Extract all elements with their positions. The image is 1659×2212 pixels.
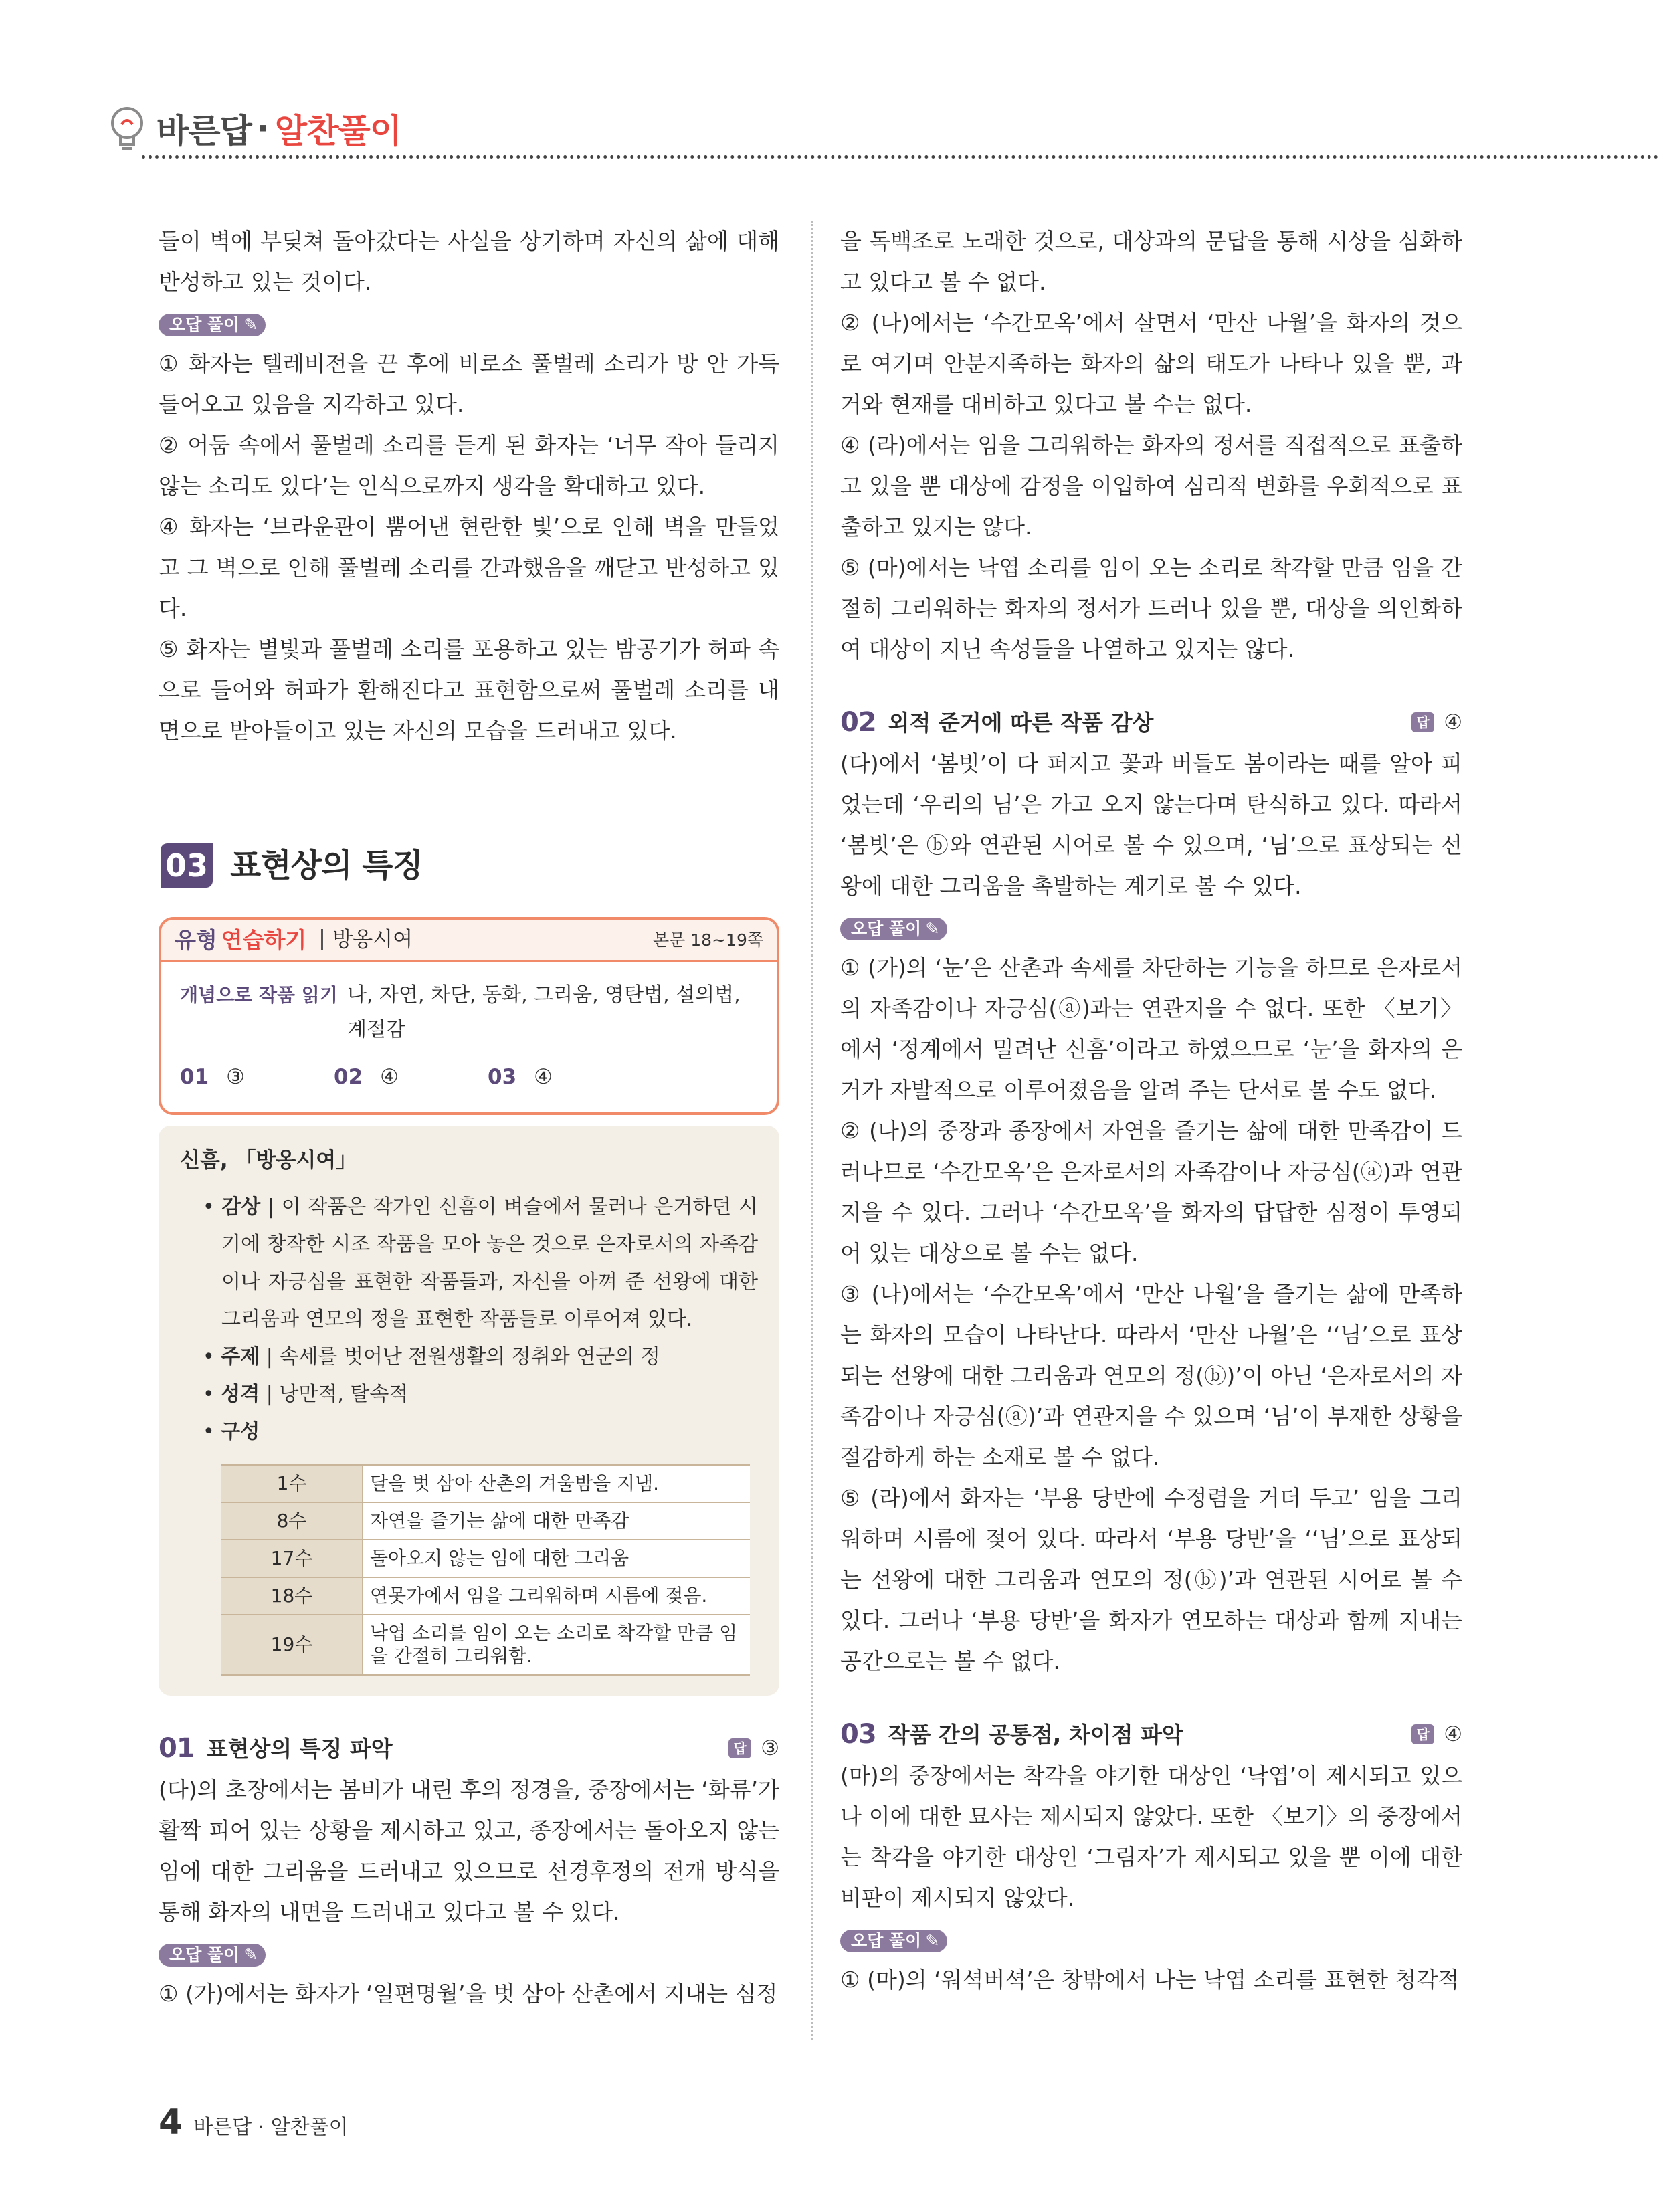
answer-value: ④ bbox=[534, 1065, 553, 1089]
pen-icon: ✎ bbox=[925, 919, 940, 938]
wrong-answer-item: ② (나)에서는 ‘수간모옥’에서 살면서 ‘만산 나월’을 화자의 것으로 여기며 안분지족하는 화자의 삶의 태도가 나타나 있을 뿐, 과거와 현재를 대비하고 있다고 볼 수는 없다. bbox=[840, 310, 1462, 417]
wrong-answer-badge: 오답 풀이 ✎ bbox=[159, 1944, 266, 1967]
answer-value: ③ bbox=[226, 1065, 245, 1089]
concept-value: 나, 자연, 차단, 동화, 그리움, 영탄법, 설의법, 계절감 bbox=[347, 983, 741, 1041]
concept-label: 개념으로 작품 읽기 bbox=[180, 984, 338, 1006]
pen-icon: ✎ bbox=[243, 315, 258, 334]
intro-paragraph: 들이 벽에 부딪쳐 돌아갔다는 사실을 상기하며 자신의 삶에 대해 반성하고 있는 것이다. bbox=[159, 228, 779, 295]
header-title-left: 바른답 bbox=[157, 112, 252, 150]
pen-icon: ✎ bbox=[925, 1931, 940, 1950]
answer-icon: 답 bbox=[728, 1738, 751, 1758]
wrong-answer-item: ④ 화자는 ‘브라운관이 뿜어낸 현란한 빛’으로 인해 벽을 만들었고 그 벽으로 인해 풀벌레 소리를 간과했음을 깨닫고 반성하고 있다. bbox=[159, 514, 779, 621]
question-number: 01 bbox=[159, 1732, 195, 1764]
wrong-answer-item: ④ (라)에서는 임을 그리워하는 화자의 정서를 직접적으로 표출하고 있을 뿐 대상에 감정을 이입하여 심리적 변화를 우회적으로 표출하고 있지는 않다. bbox=[840, 432, 1462, 540]
question-title: 작품 간의 공통점, 차이점 파악 bbox=[888, 1721, 1183, 1748]
wrong-answer-badge: 오답 풀이 ✎ bbox=[840, 918, 947, 940]
answer-indicator: 답 ④ bbox=[1411, 702, 1462, 743]
explanation-paragraph: (다)에서 ‘봄빗’이 다 퍼지고 꽃과 버들도 봄이라는 때를 알아 피었는데 ‘우리의 님’은 가고 오지 않는다며 탄식하고 있다. 따라서 ‘봄빗’은 ⓑ와 연관된 시어로 볼 수 있으며, ‘님’으로 표상되는 선왕에 대한 그리움을 촉발하는 계기로 볼 수 있다. bbox=[840, 750, 1462, 899]
explanation-paragraph: (마)의 중장에서는 착각을 야기한 대상인 ‘낙엽’이 제시되고 있으나 이에 대한 묘사는 제시되지 않았다. 또한 〈보기〉의 중장에서는 착각을 야기한 대상인 ‘그림자’가 제시되고 있을 뿐 이에 대한 비판이 제시되지 않았다. bbox=[840, 1763, 1462, 1911]
wrong-answer-item: ⑤ (라)에서 화자는 ‘부용 당반에 수정렴을 거더 두고’ 임을 그리워하며 시름에 젖어 있다. 따라서 ‘부용 당반’을 ‘‘님’으로 표상되는 선왕에 대한 그리움과 연모의 정(ⓑ)’과 연관된 시어로 볼 수 있다. 그러나 ‘부용 당반’을 화자가 연모하는 대상과 함께 지내는 공간으로는 볼 수 없다. bbox=[840, 1485, 1462, 1674]
question-number: 03 bbox=[840, 1718, 876, 1750]
work-info-title: 신흠, 「방옹시여」 bbox=[180, 1148, 357, 1173]
table-row: 8수 자연을 즐기는 삶에 대한 만족감 bbox=[221, 1502, 750, 1540]
page-header bbox=[107, 102, 401, 155]
practice-tag: 유형 bbox=[175, 926, 217, 953]
wrong-answer-item: ① (가)에서는 화자가 ‘일편명월’을 벗 삼아 산촌에서 지내는 심정 bbox=[159, 1981, 778, 2007]
table-row: 19수 낙엽 소리를 임이 오는 소리로 착각할 만큼 임을 간절히 그리워함. bbox=[221, 1615, 750, 1675]
section-title: 표현상의 특징 bbox=[230, 846, 423, 884]
question-title: 표현상의 특징 파악 bbox=[206, 1735, 393, 1762]
question-number: 02 bbox=[840, 706, 876, 738]
practice-page-ref: 본문 18~19쪽 bbox=[653, 930, 763, 950]
wrong-answer-item: ⑤ 화자는 별빛과 풀벌레 소리를 포용하고 있는 밤공기가 허파 속으로 들어와 허파가 환해진다고 표현함으로써 풀벌레 소리를 내면으로 받아들이고 있는 자신의 모습을 드러내고 있다. bbox=[159, 636, 779, 744]
work-info-box bbox=[159, 1126, 779, 1696]
header-title-right: 알찬풀이 bbox=[274, 112, 402, 150]
info-item: • 성격 | 낭만적, 탈속적 bbox=[203, 1383, 409, 1406]
wrong-answer-item: ① (마)의 ‘워셕버셕’은 창밖에서 나는 낙엽 소리를 표현한 청각적 bbox=[840, 1967, 1460, 1993]
answer-indicator: 답 ④ bbox=[1411, 1714, 1462, 1755]
header-rule bbox=[142, 155, 1659, 159]
practice-box-header bbox=[161, 920, 777, 962]
table-row: 1수 달을 벗 삼아 산촌의 겨울밤을 지냄. bbox=[221, 1465, 750, 1502]
wrong-answer-item: ① 화자는 텔레비전을 끈 후에 비로소 풀벌레 소리가 방 안 가득 들어오고 있음을 지각하고 있다. bbox=[159, 350, 779, 417]
lightbulb-icon bbox=[107, 104, 147, 153]
wrong-answer-item: ② 어둠 속에서 풀벌레 소리를 듣게 된 화자는 ‘너무 작아 들리지 않는 소리도 있다’는 인식으로까지 생각을 확대하고 있다. bbox=[159, 432, 779, 499]
wrong-answer-item: ⑤ (마)에서는 낙엽 소리를 임이 오는 소리로 착각할 만큼 임을 간절히 그리워하는 화자의 정서가 드러나 있을 뿐, 대상을 의인화하여 대상이 지닌 속성들을 나열하고 있지는 않다. bbox=[840, 555, 1462, 662]
wrong-answer-item: ② (나)의 중장과 종장에서 자연을 즐기는 삶에 대한 만족감이 드러나므로 ‘수간모옥’은 은자로서의 자족감이나 자긍심(ⓐ)과 연관지을 수 있다. 그러나 ‘수간모옥’을 화자의 답답한 심정이 투영되어 있는 대상으로 볼 수는 없다. bbox=[840, 1118, 1462, 1266]
structure-table bbox=[221, 1464, 750, 1676]
page-footer bbox=[159, 2102, 349, 2142]
question-heading bbox=[840, 702, 1462, 743]
answer-value: ④ bbox=[380, 1065, 399, 1089]
wrong-answer-badge: 오답 풀이 ✎ bbox=[159, 314, 266, 336]
left-column bbox=[159, 221, 779, 2014]
question-heading bbox=[840, 1714, 1462, 1755]
practice-tag-accent: 연습하기 bbox=[221, 926, 307, 953]
practice-work-title: 방옹시여 bbox=[321, 929, 413, 950]
page-number: 4 bbox=[159, 2102, 183, 2142]
info-item: • 주제 | 속세를 벗어난 전원생활의 정취와 연군의 정 bbox=[203, 1345, 660, 1369]
footer-title: 바른답 · 알찬풀이 bbox=[193, 2116, 349, 2139]
answer-question-number: 02 bbox=[334, 1065, 363, 1089]
header-separator: · bbox=[256, 109, 270, 148]
info-item: • 감상 | 이 작품은 작가인 신흠이 벼슬에서 물러나 은거하던 시기에 창작한 시조 작품을 모아 놓은 것으로 은자로서의 자족감이나 자긍심을 표현한 작품들과, 자신을 아껴 준 선왕에 대한 그리움과 연모의 정을 표현한 작품들로 이루어져 있다. bbox=[203, 1195, 759, 1331]
explanation-paragraph: (다)의 초장에서는 봄비가 내린 후의 정경을, 중장에서는 ‘화류’가 활짝 피어 있는 상황을 제시하고 있고, 종장에서는 돌아오지 않는 임에 대한 그리움을 드러내고 있으므로 선경후정의 전개 방식을 통해 화자의 내면을 드러내고 있다고 볼 수 있다. bbox=[159, 1777, 779, 1925]
answer-question-number: 01 bbox=[180, 1065, 209, 1089]
pen-icon: ✎ bbox=[243, 1945, 258, 1965]
practice-box bbox=[159, 917, 779, 1115]
wrong-answer-item: ① (가)의 ‘눈’은 산촌과 속세를 차단하는 기능을 하므로 은자로서의 자족감이나 자긍심(ⓐ)과는 연관지을 수 없다. 또한 〈보기〉에서 ‘정계에서 밀려난 신흠’이라고 하였으므로 ‘눈’을 화자의 은거가 자발적으로 이루어졌음을 알려 주는 단서로 볼 수도 없다. bbox=[840, 954, 1462, 1103]
continued-paragraph: 을 독백조로 노래한 것으로, 대상과의 문답을 통해 시상을 심화하고 있다고 볼 수 없다. bbox=[840, 228, 1462, 295]
concept-row bbox=[161, 962, 777, 1047]
wrong-answer-item: ③ (나)에서는 ‘수간모옥’에서 ‘만산 나월’을 즐기는 삶에 만족하는 화자의 모습이 나타난다. 따라서 ‘만산 나월’은 ‘‘님’으로 표상되는 선왕에 대한 그리움과 연모의 정(ⓑ)’이 아닌 ‘은자로서의 자족감이나 자긍심(ⓐ)’과 연관지을 수 있으며 ‘님’이 부재한 상황을 절감하게 하는 소재로 볼 수 없다. bbox=[840, 1281, 1462, 1470]
table-row: 18수 연못가에서 임을 그리워하며 시름에 젖음. bbox=[221, 1577, 750, 1615]
wrong-answer-badge: 오답 풀이 ✎ bbox=[840, 1930, 947, 1952]
question-title: 외적 준거에 따른 작품 감상 bbox=[888, 709, 1154, 736]
answer-question-number: 03 bbox=[488, 1065, 517, 1089]
answer-icon: 답 bbox=[1411, 712, 1434, 732]
section-number: 03 bbox=[161, 843, 213, 888]
column-divider bbox=[811, 221, 813, 2040]
right-column bbox=[840, 221, 1462, 2000]
info-item: • 구성 bbox=[203, 1420, 260, 1443]
answer-icon: 답 bbox=[1411, 1724, 1434, 1744]
question-heading bbox=[159, 1728, 779, 1769]
table-row: 17수 돌아오지 않는 임에 대한 그리움 bbox=[221, 1540, 750, 1577]
practice-answers bbox=[161, 1047, 777, 1112]
section-heading bbox=[159, 837, 779, 894]
answer-indicator: 답 ③ bbox=[728, 1728, 779, 1769]
